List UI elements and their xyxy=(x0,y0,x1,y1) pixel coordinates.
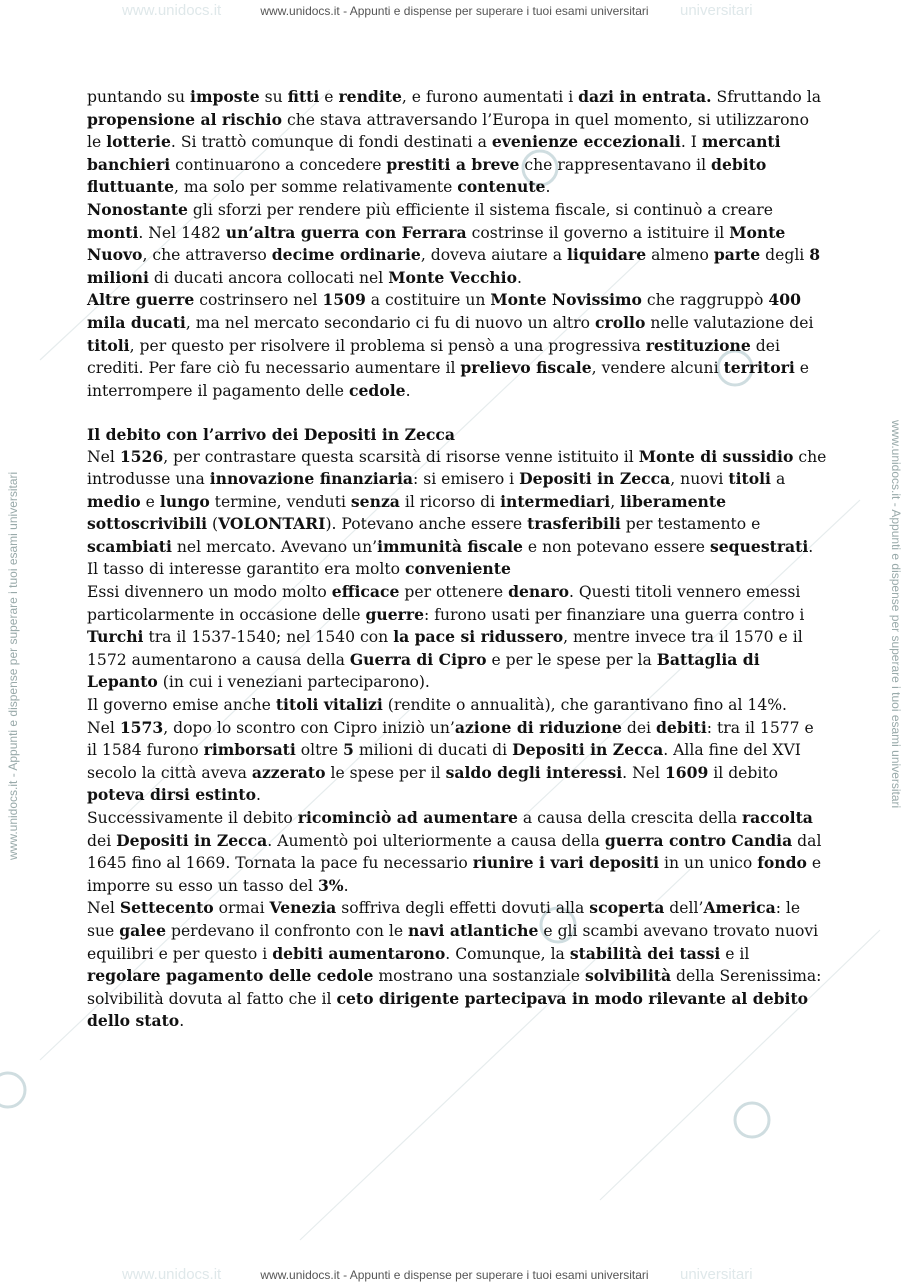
text-run: e gli scambi avevano trovato nuovi equilibri e per questo i xyxy=(87,921,819,963)
text-run: che rappresentavano il xyxy=(519,155,712,174)
text-run: , vendere alcuni xyxy=(591,359,724,378)
watermark-ghost-text: universitari xyxy=(680,1266,753,1283)
bold-text: guerre xyxy=(365,604,424,624)
text-run: oltre xyxy=(295,741,344,760)
text-run: perdevano il confronto con le xyxy=(166,921,409,940)
text-run: termine, venduti xyxy=(209,492,351,511)
bold-text: saldo degli interessi xyxy=(445,762,623,782)
text-run: . Nel xyxy=(622,763,665,782)
text-run: , e furono aumentati i xyxy=(401,88,579,106)
text-run: mostrano una sostanziale xyxy=(373,967,585,986)
bold-text: scoperta xyxy=(589,898,665,918)
text-run: (rendite o annualità), che garantivano fino al 14%. xyxy=(382,696,788,715)
bold-text: contenute xyxy=(457,177,546,197)
text-run: Essi divennero un modo molto xyxy=(87,583,332,602)
bold-text: 1609 xyxy=(664,762,709,782)
bold-text: la pace si ridussero xyxy=(393,627,564,647)
text-run: dei xyxy=(87,831,117,850)
bold-text: Venezia xyxy=(269,898,337,918)
text-run: ormai xyxy=(213,899,270,918)
text-run: e per le spese per la xyxy=(486,650,657,669)
text-run: . Alla fine del XVI secolo la città aveva xyxy=(87,741,801,782)
text-run: Nel xyxy=(87,718,120,737)
bold-text: conveniente xyxy=(405,559,511,579)
text-run: : tra il 1577 e il 1584 furono xyxy=(87,718,814,760)
text-run: Nel xyxy=(87,899,120,918)
text-run: le spese per il xyxy=(325,763,446,782)
bold-text: rendite xyxy=(338,87,402,106)
text-run: : si emisero i xyxy=(412,470,520,489)
bold-text: territori xyxy=(723,358,795,378)
paragraph xyxy=(87,717,827,807)
bold-text: Depositi in Zecca xyxy=(519,469,671,489)
text-run: gli sforzi per rendere più efficiente il sistema fiscale, si continuò a creare xyxy=(187,200,773,219)
text-run: e xyxy=(319,88,339,106)
bold-text: VOLONTARI xyxy=(218,514,326,534)
text-run: per testamento e xyxy=(620,515,761,534)
text-run: dell’ xyxy=(664,899,704,918)
bold-text: titoli xyxy=(728,469,771,489)
bold-text: navi atlantiche xyxy=(408,920,539,940)
bold-text: guerra contro Candia xyxy=(604,830,793,850)
bold-text: lungo xyxy=(159,491,210,511)
paragraph xyxy=(87,289,827,402)
bold-text: 1526 xyxy=(119,446,164,466)
bold-text: prestiti a breve xyxy=(386,154,520,174)
paragraph xyxy=(87,199,827,289)
bold-text: titoli xyxy=(87,335,130,355)
watermark-footer: www.unidocs.it - Appunti e dispense per superare i tuoi esami universitari xyxy=(260,1268,649,1282)
text-run: . Il tasso di interesse garantito era molto xyxy=(87,537,814,579)
bold-text: Battaglia di Lepanto xyxy=(87,649,760,692)
bold-text: Turchi xyxy=(87,627,144,647)
text-run: . xyxy=(343,876,349,895)
bold-text: monti xyxy=(87,222,139,242)
bold-text: senza xyxy=(350,491,400,511)
bold-text: raccolta xyxy=(741,808,813,827)
bold-text: dazi in entrata. xyxy=(578,87,712,106)
bold-text: 1509 xyxy=(322,290,366,310)
bold-text: Monte Novissimo xyxy=(490,290,642,310)
paragraph xyxy=(87,446,827,582)
text-run: , ma solo per somme relativamente xyxy=(173,178,458,197)
paragraph xyxy=(87,86,827,199)
text-run: soffriva degli effetti dovuti alla xyxy=(336,899,590,918)
bold-text: Depositi in Zecca xyxy=(512,740,664,760)
text-run: dei xyxy=(621,718,657,737)
text-run: ( xyxy=(207,515,219,534)
bold-text: cedole xyxy=(349,380,406,400)
text-run: della Serenissima: solvibilità dovuta al fatto che il xyxy=(87,967,822,1008)
text-run: costrinse il governo a istituire il xyxy=(466,223,730,242)
section-paragraphs xyxy=(87,446,827,1033)
bold-text: Guerra di Cipro xyxy=(349,649,487,669)
bold-text: Monte Vecchio xyxy=(388,267,517,287)
text-run: . xyxy=(179,1012,185,1031)
text-run: , che attraverso xyxy=(142,246,272,265)
text-run: di ducati ancora collocati nel xyxy=(148,268,389,287)
text-run: , xyxy=(610,492,621,511)
bold-text: mercanti banchieri xyxy=(87,132,781,174)
bold-text: medio xyxy=(87,491,141,511)
bold-text: debiti aumentarono xyxy=(272,943,446,963)
text-run: . xyxy=(545,178,551,197)
bold-text: 1573 xyxy=(119,717,164,737)
watermark-ghost-text: www.unidocs.it xyxy=(122,1266,222,1283)
text-run: . xyxy=(405,381,411,400)
text-run: a xyxy=(770,470,786,489)
watermark-side-left: www.unidocs.it - Appunti e dispense per superare i tuoi esami universitari xyxy=(6,471,20,860)
bold-text: decime ordinarie xyxy=(271,245,421,265)
bold-text: propensione al rischio xyxy=(87,109,283,129)
text-run: , dopo lo scontro con Cipro iniziò un’ xyxy=(163,718,455,737)
text-run: Nel xyxy=(87,447,120,466)
bold-text: Monte Nuovo xyxy=(87,222,786,265)
text-run: almeno xyxy=(646,246,714,265)
bold-text: denaro xyxy=(508,582,569,602)
text-run: (in cui i veneziani parteciparono). xyxy=(157,673,430,692)
text-run: continuarono a concedere xyxy=(170,155,387,174)
text-run: , ma nel mercato secondario ci fu di nuovo un altro xyxy=(185,313,595,332)
bold-text: Settecento xyxy=(119,898,214,918)
bold-text: debiti xyxy=(656,717,707,737)
bold-text: fitti xyxy=(287,87,320,106)
bold-text: trasferibili xyxy=(527,514,621,534)
bold-text: innovazione finanziaria xyxy=(209,469,413,489)
bold-text: ricominciò ad aumentare xyxy=(297,808,518,827)
text-run: che raggruppò xyxy=(641,291,769,310)
text-run: ). Potevano anche essere xyxy=(325,515,528,534)
text-run: Il governo emise anche xyxy=(87,696,276,715)
bold-text: debito fluttuante xyxy=(87,154,767,197)
watermark-side-right: www.unidocs.it - Appunti e dispense per superare i tuoi esami universitari xyxy=(889,420,903,809)
intro-paragraphs xyxy=(87,86,827,402)
blank-line xyxy=(87,402,827,424)
text-run: . Questi titoli vennero emessi particolarmente in occasione delle xyxy=(87,583,801,624)
text-run: puntando su xyxy=(87,88,191,106)
text-run: a costituire un xyxy=(365,291,491,310)
text-run: nelle valutazione dei xyxy=(645,313,814,332)
text-run: che introdusse una xyxy=(87,447,827,489)
text-run: . xyxy=(517,268,522,287)
text-run: nel mercato. Avevano un’ xyxy=(171,537,378,556)
bold-text: 3% xyxy=(317,875,344,895)
paragraph xyxy=(87,581,827,694)
bold-text: liquidare xyxy=(566,245,647,265)
text-run: e non potevano essere xyxy=(522,537,710,556)
text-run: , doveva aiutare a xyxy=(420,246,567,265)
bold-text: Altre guerre xyxy=(87,290,195,310)
text-run: milioni di ducati di xyxy=(353,741,513,760)
text-run: tra il 1537-1540; nel 1540 con xyxy=(143,628,394,647)
bold-text: crollo xyxy=(595,312,646,332)
text-run: a causa della crescita della xyxy=(517,809,742,827)
bold-text: titoli vitalizi xyxy=(275,695,383,715)
text-run: e il xyxy=(720,944,750,963)
bold-text: riunire i vari depositi xyxy=(472,853,660,873)
bold-text: rimborsati xyxy=(203,740,296,760)
text-run: , nuovi xyxy=(670,470,729,489)
bold-text: azzerato xyxy=(251,762,326,782)
bold-text: liberamente sottoscrivibili xyxy=(87,491,726,534)
bold-text: 5 xyxy=(343,740,354,760)
text-run: e interrompere il pagamento delle xyxy=(87,359,809,400)
text-run: . Comunque, la xyxy=(445,944,570,963)
bold-text: Depositi in Zecca xyxy=(116,830,268,850)
text-run: . xyxy=(255,786,261,805)
watermark-ghost-text: universitari xyxy=(680,2,753,19)
bold-text: intermediari xyxy=(500,491,611,511)
text-run: per ottenere xyxy=(399,583,509,602)
bold-text: prelievo fiscale xyxy=(460,358,592,378)
bold-text: efficace xyxy=(331,582,400,602)
text-run: e xyxy=(140,492,160,511)
document-body xyxy=(87,86,827,1033)
bold-text: lotterie xyxy=(106,132,171,152)
text-run: Sfruttando la xyxy=(711,88,821,106)
paragraph xyxy=(87,897,827,1033)
bold-text: un’altra guerra con Ferrara xyxy=(225,222,467,242)
section-title: Il debito con l’arrivo dei Depositi in Zecca xyxy=(87,424,455,444)
text-run: . I xyxy=(680,133,702,152)
text-run: , mentre invece tra il 1570 e il 1572 aumentarono a causa della xyxy=(87,628,803,669)
text-run: degli xyxy=(760,246,810,265)
text-run: , per contrastare questa scarsità di risorse venne istituito il xyxy=(163,447,639,466)
bold-text: regolare pagamento delle cedole xyxy=(87,966,374,986)
paragraph xyxy=(87,807,827,897)
bold-text: Monte di sussidio xyxy=(638,446,794,466)
bold-text: America xyxy=(703,898,776,918)
text-run: e imporre su esso un tasso del xyxy=(87,854,822,895)
watermark-header: www.unidocs.it - Appunti e dispense per superare i tuoi esami universitari xyxy=(260,4,649,18)
text-run: . Aumentò poi ulteriormente a causa della xyxy=(267,831,605,850)
text-run: : le sue xyxy=(87,899,801,940)
text-run: dal 1645 fino al 1669. Tornata la pace fu necessario xyxy=(87,831,822,873)
text-run: costrinsero nel xyxy=(194,291,323,310)
bold-text: stabilità dei tassi xyxy=(569,943,721,963)
text-run: . Si trattò comunque di fondi destinati a xyxy=(170,133,492,152)
bold-text: imposte xyxy=(190,87,260,106)
bold-text: Nonostante xyxy=(87,199,188,219)
text-run: , per questo per risolvere il problema si pensò a una progressiva xyxy=(129,336,646,355)
bold-text: evenienze eccezionali xyxy=(491,132,681,152)
text-run: : furono usati per finanziare una guerra contro i xyxy=(424,605,805,624)
watermark-ghost-text: www.unidocs.it xyxy=(122,2,222,19)
bold-text: parte xyxy=(713,245,761,265)
bold-text: azione di riduzione xyxy=(454,717,622,737)
bold-text: 400 mila ducati xyxy=(87,290,801,332)
bold-text: immunità fiscale xyxy=(377,536,523,556)
text-run: su xyxy=(259,88,288,106)
paragraph xyxy=(87,694,827,717)
bold-text: scambiati xyxy=(87,536,172,556)
bold-text: solvibilità xyxy=(585,966,672,986)
text-run: in un unico xyxy=(659,854,758,873)
text-run: il ricorso di xyxy=(399,492,501,511)
bold-text: sequestrati xyxy=(709,536,809,556)
text-run: dei crediti. Per fare ciò fu necessario aumentare il xyxy=(87,336,780,378)
text-run: il debito xyxy=(708,763,779,782)
bold-text: galee xyxy=(119,920,167,940)
bold-text: 8 milioni xyxy=(87,245,821,287)
text-run: che stava attraversando l’Europa in quel momento, si utilizzarono le xyxy=(87,110,809,152)
text-run: . Nel 1482 xyxy=(138,223,226,242)
bold-text: restituzione xyxy=(645,335,751,355)
text-run: Successivamente il debito xyxy=(87,809,298,827)
bold-text: fondo xyxy=(757,853,807,873)
bold-text: ceto dirigente partecipava in modo rilevante al debito dello stato xyxy=(87,988,809,1031)
bold-text: poteva dirsi estinto xyxy=(87,785,256,805)
